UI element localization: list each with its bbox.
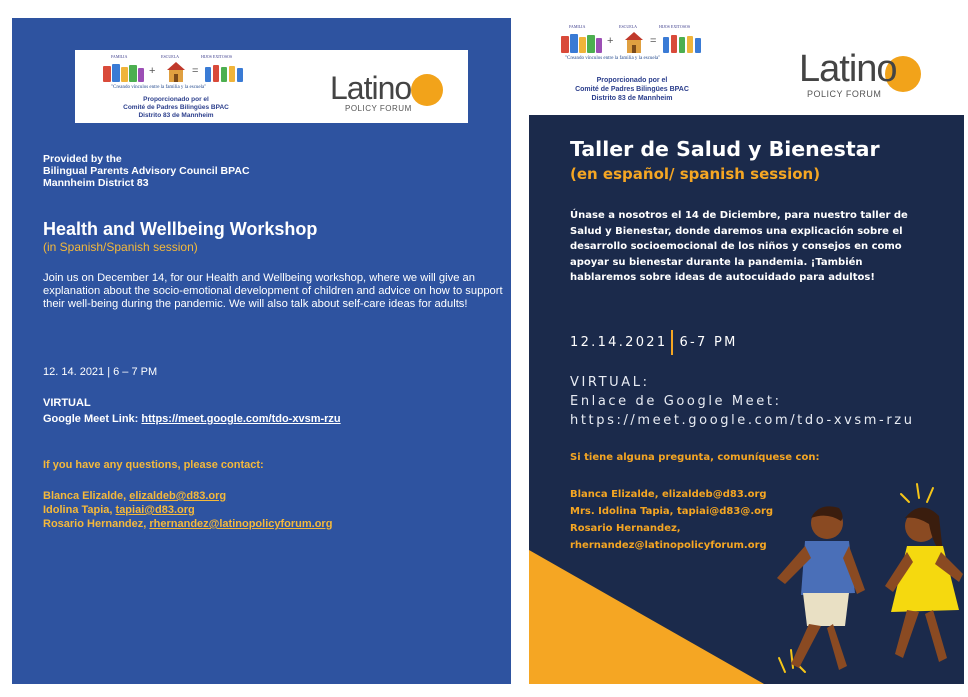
meet-link-row: Google Meet Link: https://meet.google.com/tdo-xvsm-rzu xyxy=(43,413,341,425)
contact-item: Blanca Elizalde, elizaldeb@d83.org xyxy=(43,490,227,502)
sun-icon xyxy=(411,74,443,106)
committee-text: Proporcionado por el Comité de Padres Bilingües BPAC Distrito 83 de Mannheim xyxy=(123,96,229,119)
school-icon xyxy=(165,61,187,83)
date-time: 12.14.2021 6-7 PM xyxy=(570,330,738,355)
english-flyer xyxy=(12,18,511,684)
contact-item: Idolina Tapia, tapiai@d83.org xyxy=(43,504,195,516)
sponsor-banner: FAMILIA ESCUELA HIJOS EXITOSOS + = "Creando vínculos entre la familia y la escuela" Proporcionado por el Comité de Padres Bilingües BPAC Distrito 83 de Mannheim Latino POLICY FORUM xyxy=(75,50,468,123)
questions-heading: Si tiene alguna pregunta, comuníquese con: xyxy=(570,452,820,463)
description-text: Únase a nosotros el 14 de Diciembre, para nuestro taller de Salud y Bienestar, donde daremos una explicación sobre el desarrollo socioemocional de los niños y consejos en como apoyar su bienestar durante la pandemia. ¡También hablaremos sobre ideas de autocuidado para adultos! xyxy=(570,210,908,283)
provided-by-text: Provided by the Bilingual Parents Advisory Council BPAC Mannheim District 83 xyxy=(43,153,250,189)
virtual-info: VIRTUAL: Enlace de Google Meet: https://meet.google.com/tdo-xvsm-rzu xyxy=(570,375,915,428)
contact-email-link[interactable]: tapiai@d83.org xyxy=(115,504,195,516)
google-meet-link[interactable]: https://meet.google.com/tdo-xvsm-rzu xyxy=(141,413,341,425)
session-subtitle: (in Spanish/Spanish session) xyxy=(43,240,198,254)
family-school-art: FAMILIA ESCUELA HIJOS EXITOSOS + = "Creando vínculos entre la familia y la escuela" xyxy=(101,54,251,94)
contact-item: Mrs. Idolina Tapia, tapiai@d83@.org xyxy=(570,506,774,517)
contact-email-link[interactable]: rhernandez@latinopolicyforum.org xyxy=(149,518,333,530)
contact-email-link[interactable]: elizaldeb@d83.org xyxy=(129,490,227,502)
contact-item: rhernandez@latinopolicyforum.org xyxy=(570,540,767,551)
virtual-label: VIRTUAL xyxy=(43,397,91,409)
contact-item: Rosario Hernandez, xyxy=(570,523,681,534)
contact-list xyxy=(43,489,332,531)
description-text: Join us on December 14, for our Health and Wellbeing workshop, where we will give an explanation about the socio-emotional development of children and advice on how to support their well-being during the pandemic. We will also talk about self-care ideas for adults! xyxy=(43,272,503,310)
date-time: 12. 14. 2021 | 6 – 7 PM xyxy=(43,366,158,378)
contact-item: Blanca Elizalde, elizaldeb@d83.org xyxy=(570,489,767,500)
sponsor-banner: FAMILIA ESCUELA HIJOS EXITOSOS + = "Creando vínculos entre la familia y la escuela" Proporcionado por el Comité de Padres Bilingües BPAC Distrito 83 de Mannheim Latino POLICY FORUM xyxy=(529,18,964,115)
family-school-art: FAMILIA ESCUELA HIJOS EXITOSOS + = "Creando vínculos entre la familia y la escuela" xyxy=(557,24,707,66)
questions-heading: If you have any questions, please contact: xyxy=(43,459,264,471)
spanish-flyer xyxy=(529,18,964,684)
page-title: Taller de Salud y Bienestar xyxy=(570,137,880,161)
running-kids-illustration xyxy=(529,18,964,684)
google-meet-link[interactable]: https://meet.google.com/tdo-xvsm-rzu xyxy=(570,413,915,428)
contact-item: Rosario Hernandez, rhernandez@latinopolicyforum.org xyxy=(43,518,333,530)
committee-text: Proporcionado por el Comité de Padres Bilingües BPAC Distrito 83 de Mannheim xyxy=(575,77,689,102)
page-title: Health and Wellbeing Workshop xyxy=(43,219,318,239)
session-subtitle: (en español/ spanish session) xyxy=(570,165,821,183)
